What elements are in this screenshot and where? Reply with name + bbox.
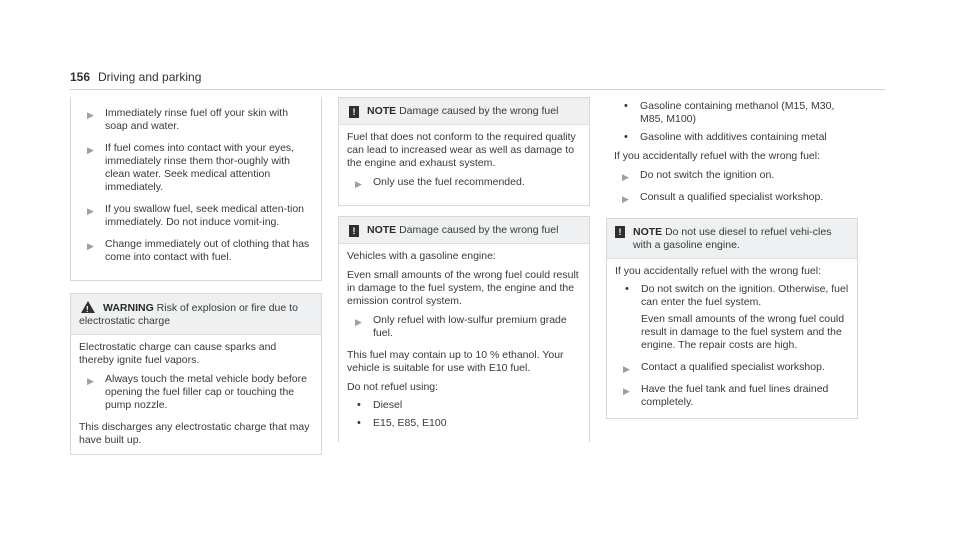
note-header: ! NOTE Damage caused by the wrong fuel bbox=[339, 217, 589, 244]
list-item: ▶ Change immediately out of clothing that has come into contact with fuel. bbox=[87, 238, 310, 263]
column-1 bbox=[70, 97, 322, 455]
warning-box bbox=[70, 293, 322, 455]
arrow-icon: ▶ bbox=[87, 145, 94, 155]
bullet-icon: • bbox=[624, 131, 628, 143]
bullet-icon: • bbox=[357, 399, 361, 411]
warning-outro: This discharges any electrostatic charge that may have built up. bbox=[79, 421, 310, 446]
note-header: ! NOTE Damage caused by the wrong fuel bbox=[339, 98, 589, 125]
arrow-icon: ▶ bbox=[355, 179, 362, 189]
bullet-item: • E15, E85, E100 bbox=[357, 417, 447, 429]
exclamation-icon: ! bbox=[349, 225, 359, 237]
list-item: ▶ Immediately rinse fuel off your skin with soap and water. bbox=[87, 107, 289, 132]
list-item: ▶ Only refuel with low-sulfur premium grade fuel. bbox=[355, 314, 567, 339]
arrow-icon: ▶ bbox=[622, 194, 629, 204]
list-item: ▶ Do not switch the ignition on. bbox=[622, 169, 775, 182]
list-item: ▶ Only use the fuel recommended. bbox=[355, 176, 525, 189]
bullet-icon: • bbox=[625, 283, 629, 295]
page-title: Driving and parking bbox=[98, 70, 202, 84]
note-paragraph: If you accidentally refuel with the wrong fuel: bbox=[615, 265, 822, 277]
note-box-3 bbox=[606, 218, 858, 419]
bullet-item: • Gasoline with additives containing metal bbox=[624, 131, 827, 143]
page-number: 156 bbox=[70, 70, 91, 84]
arrow-icon: ▶ bbox=[623, 364, 630, 374]
list-item: ▶ If you swallow fuel, seek medical atten-tion immediately. Do not induce vomit-ing. bbox=[87, 203, 305, 228]
arrow-icon: ▶ bbox=[87, 206, 94, 216]
list-item: ▶ Consult a qualified specialist workshop. bbox=[622, 191, 824, 204]
header-rule bbox=[70, 89, 885, 90]
list-item: ▶ If fuel comes into contact with your eyes, immediately rinse them thor-oughly with clean water. Seek medical attention immediately. bbox=[87, 142, 295, 193]
warning-header: ! WARNING Risk of explosion or fire due to electrostatic charge bbox=[71, 294, 321, 335]
note-paragraph: Do not refuel using: bbox=[347, 381, 439, 393]
column-2 bbox=[338, 97, 590, 442]
note-box-2 bbox=[338, 216, 590, 442]
note-text: Fuel that does not conform to the required quality can lead to increased wear as well as damage to the engine and exhaust system. bbox=[347, 131, 576, 169]
arrow-icon: ▶ bbox=[355, 317, 362, 327]
warning-intro: Electrostatic charge can cause sparks and thereby ignite fuel vapors. bbox=[79, 341, 277, 366]
bullet-item: • Diesel bbox=[357, 399, 403, 411]
arrow-icon: ▶ bbox=[623, 386, 630, 396]
fuel-safety-box bbox=[70, 97, 322, 281]
arrow-icon: ▶ bbox=[622, 172, 629, 182]
warning-icon: ! bbox=[81, 301, 95, 313]
arrow-icon: ▶ bbox=[87, 110, 94, 120]
bullet-icon: • bbox=[624, 100, 628, 112]
continued-list bbox=[606, 100, 858, 204]
note-paragraph: Even small amounts of the wrong fuel could result in damage to the fuel system, the engine and the emission control system. bbox=[347, 269, 579, 307]
bullet-continuation: Even small amounts of the wrong fuel could result in damage to the fuel system and the engine. The repair costs are high. bbox=[641, 313, 845, 351]
exclamation-icon: ! bbox=[349, 106, 359, 118]
bullet-item: • Do not switch on the ignition. Otherwise, fuel can enter the fuel system. Even small amounts of the wrong fuel could result in damage to the fuel system and the engine. The repair costs are high. bbox=[625, 283, 849, 351]
bullet-item: • Gasoline containing methanol (M15, M30, M85, M100) bbox=[624, 100, 835, 125]
list-item: ▶ Contact a qualified specialist workshop. bbox=[623, 361, 825, 374]
note-paragraph: This fuel may contain up to 10 % ethanol. Your vehicle is suitable for use with E10 fuel. bbox=[347, 349, 564, 374]
column-3 bbox=[606, 100, 858, 419]
note-header: ! NOTE Do not use diesel to refuel vehi-cles with a gasoline engine. bbox=[607, 219, 857, 259]
exclamation-icon: ! bbox=[615, 226, 625, 238]
note-paragraph: Vehicles with a gasoline engine: bbox=[347, 250, 496, 262]
arrow-icon: ▶ bbox=[87, 376, 94, 386]
list-item: ▶ Have the fuel tank and fuel lines drained completely. bbox=[623, 383, 829, 408]
arrow-icon: ▶ bbox=[87, 241, 94, 251]
note-box-1 bbox=[338, 97, 590, 206]
list-item: ▶ Always touch the metal vehicle body before opening the fuel filler cap or touching the pump nozzle. bbox=[87, 373, 307, 411]
bullet-icon: • bbox=[357, 417, 361, 429]
paragraph: If you accidentally refuel with the wrong fuel: bbox=[614, 150, 821, 162]
